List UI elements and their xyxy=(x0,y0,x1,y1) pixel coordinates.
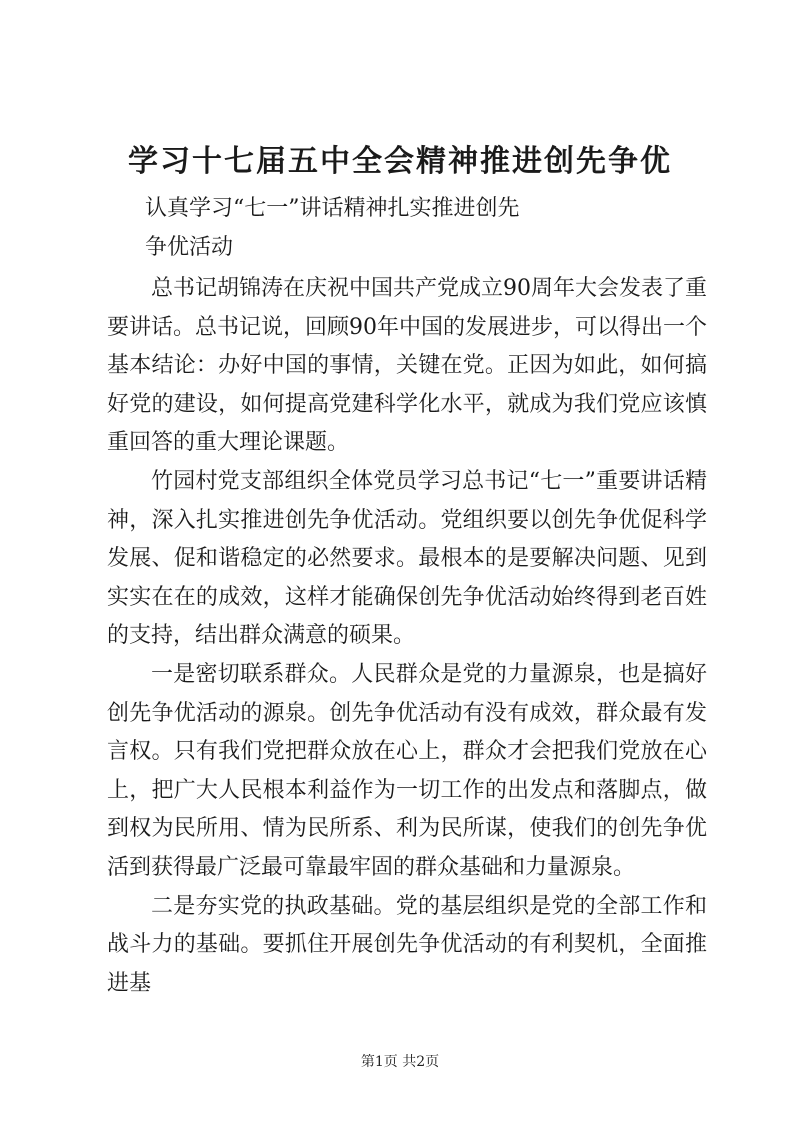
subtitle-line-2: 争优活动 xyxy=(145,235,234,260)
page-number-footer: 第1页 共2页 xyxy=(360,1054,440,1070)
document-title: 学习十七届五中全会精神推进创先争优 xyxy=(128,144,672,179)
paragraph-4: 二是夯实党的执政基础。党的基层组织是党的全部工作和战斗力的基础。要抓住开展创先争优活动的有利契机，全面推进基 xyxy=(107,893,707,996)
paragraph-2: 竹园村党支部组织全体党员学习总书记“七一”重要讲话精神，深入扎实推进创先争优活动。党组织要以创先争优促科学发展、促和谐稳定的必然要求。最根本的是要解决问题、见到实实在在的成效，这样才能确保创先争优活动始终得到老百姓的支持，结出群众满意的硕果。 xyxy=(107,468,707,649)
paragraph-1: 总书记胡锦涛在庆祝中国共产党成立90周年大会发表了重要讲话。总书记说，回顾90年中国的发展进步，可以得出一个基本结论：办好中国的事情，关键在党。正因为如此，如何搞好党的建设，如何提高党建科学化水平，就成为我们党应该慎重回答的重大理论课题。 xyxy=(107,276,707,456)
paragraph-3: 一是密切联系群众。人民群众是党的力量源泉，也是搞好创先争优活动的源泉。创先争优活动有没有成效，群众最有发言权。只有我们党把群众放在心上，群众才会把我们党放在心上，把广大人民根本利益作为一切工作的出发点和落脚点，做到权为民所用、情为民所系、利为民所谋，使我们的创先争优活到获得最广泛最可靠最牢固的群众基础和力量源泉。 xyxy=(107,661,707,880)
document-body xyxy=(107,270,707,1003)
subtitle-line-1: 认真学习“七一”讲话精神扎实推进创先 xyxy=(145,196,520,221)
